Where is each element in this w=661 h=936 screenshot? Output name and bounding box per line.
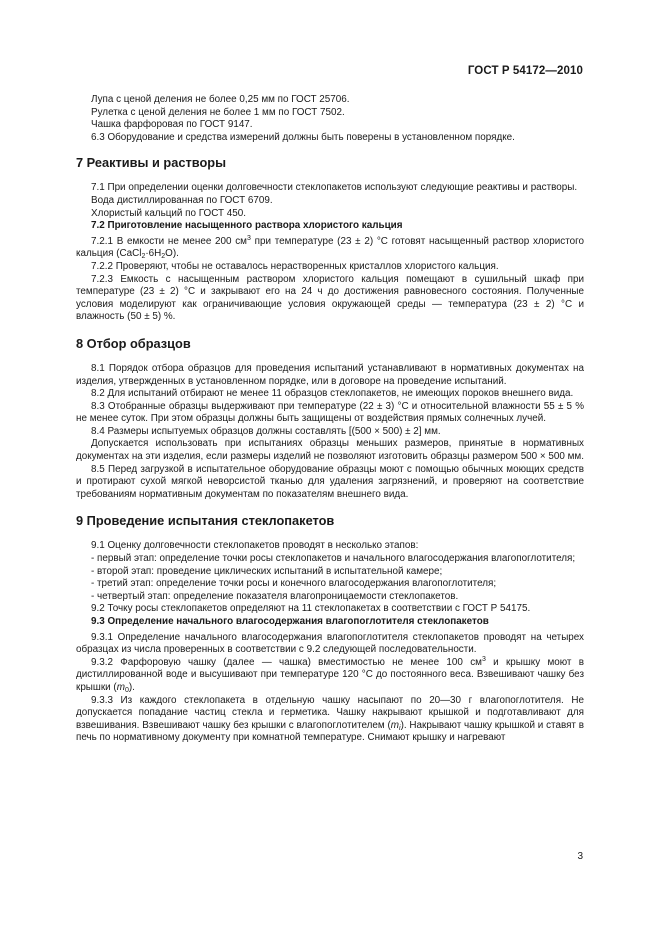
- clause-8-5: 8.5 Перед загрузкой в испытательное оборудование образцы моют с помощью обычных моющих средств и протирают сухой мягкой неворсистой тканью для удаления загрязнений, и проверяют на соответствие требованиям нормативным документам по показателям внешнего вида.: [76, 463, 584, 500]
- clause-7-2-3: 7.2.3 Емкость с насыщенным раствором хлористого кальция помещают в сушильный шкаф при температуре (23 ± 2) °С и закрывают его на 24 ч до достижения равновесного состояния. Полученные условия моделируют как ограничивающие условия окружающей среды — температура (23 ± 2) °С и влажность (50 ± 5) %.: [76, 273, 584, 323]
- stage-4: - четвертый этап: определение показателя влагопроницаемости стеклопакетов.: [91, 590, 459, 602]
- reagent-water: Вода дистиллированная по ГОСТ 6709.: [91, 194, 273, 206]
- stage-2: - второй этап: проведение циклических испытаний в испытательной камере;: [91, 565, 443, 577]
- clause-9-3-3: 9.3.3 Из каждого стеклопакета в отдельную чашку насыпают по 20—30 г влагопоглотителя. Не допускается попадание частиц стекла и герметика. Чашку накрывают крышкой и подготавливают для взвешивания. Взвешивают чашку без крышки с влагопоглотителем $(m_i)$. Накрывают чашку крышкой и ставят в печь по нормативному документу при комнатной температуре. Снимают крышку и нагревают: [76, 694, 584, 744]
- clause-8-4: 8.4 Размеры испытуемых образцов должны составлять [(500 × 500) ± 2] мм.: [91, 425, 441, 437]
- subsection-9-3-title: 9.3 Определение начального влагосодержания влагопоглотителя стеклопакетов: [91, 616, 489, 627]
- stage-3: - третий этап: определение точки росы и конечного влагосодержания влагопоглотителя;: [91, 578, 497, 590]
- clause-7-2-2: 7.2.2 Проверяют, чтобы не оставалось нерастворенных кристаллов хлористого кальция.: [91, 260, 499, 272]
- clause-8-1: 8.1 Порядок отбора образцов для проведения испытаний устанавливают в нормативных документах на изделия, утвержденных в установленном порядке, или в договоре на проведение испытаний.: [76, 362, 584, 387]
- clause-8-3: 8.3 Отобранные образцы выдерживают при температуре (22 ± 3) °С и относительной влажности 55 ± 5 % не менее суток. При этом образцы должны быть защищены от воздействия прямых солнечных лучей.: [76, 400, 584, 425]
- document-code: ГОСТ Р 54172—2010: [467, 65, 583, 77]
- page-number: 3: [577, 851, 583, 862]
- section-9-title: 9 Проведение испытания стеклопакетов: [76, 513, 335, 529]
- clause-9-1: 9.1 Оценку долговечности стеклопакетов проводят в несколько этапов:: [91, 540, 419, 552]
- clause-6-3: 6.3 Оборудование и средства измерений должны быть поверены в установленном порядке.: [91, 131, 515, 143]
- equipment-magnifier: Лупа с ценой деления не более 0,25 мм по ГОСТ 25706.: [91, 94, 350, 105]
- subsection-7-2-title: 7.2 Приготовление насыщенного раствора хлористого кальция: [91, 220, 403, 232]
- page-content: [76, 94, 584, 745]
- clause-9-3-2: 9.3.2 Фарфоровую чашку (далее — чашка) вместимостью не менее 100 $см^3$ и крышку моют в дистиллированной воде и высушивают при температуре 120 °С до постоянного веса. Взвешивают чашку без крышки $(m_0)$.: [76, 655, 584, 694]
- clause-9-3-1: 9.3.1 Определение начального влагосодержания влагопоглотителя стеклопакетов проводят на четырех образцах из числа проверенных в соответствии с 9.2 следующей последовательности.: [76, 631, 584, 656]
- equipment-tape: Рулетка с ценой деления не более 1 мм по ГОСТ 7502.: [91, 106, 345, 118]
- clause-7-2-1: 7.2.1 В емкости не менее 200 $см^3$ при температуре (23 ± 2) °С готовят насыщенный раствор хлористого кальция $(CaCl_2\cdot 6H_2O)$.: [76, 234, 584, 261]
- reagent-cacl: Хлористый кальций по ГОСТ 450.: [91, 207, 247, 219]
- section-7-title: 7 Реактивы и растворы: [76, 155, 227, 171]
- clause-8-2: 8.2 Для испытаний отбирают не менее 11 образцов стеклопакетов, не имеющих пороков внешнего вида.: [91, 388, 574, 400]
- clause-7-1: 7.1 При определении оценки долговечности стеклопакетов используют следующие реактивы и растворы.: [91, 182, 578, 194]
- equipment-dish: Чашка фарфоровая по ГОСТ 9147.: [91, 119, 253, 131]
- clause-8-4-allowance: Допускается использовать при испытаниях образцы меньших размеров, принятые в нормативных документах на эти изделия, если размеры изделий не позволяют изготовить образцы размером 500 × 500 мм.: [76, 438, 584, 463]
- clause-9-2: 9.2 Точку росы стеклопакетов определяют на 11 стеклопакетах в соответствии с ГОСТ Р 54175.: [91, 603, 531, 615]
- stage-1: - первый этап: определение точки росы стеклопакетов и начального влагосодержания влагопоглотителя;: [91, 553, 576, 565]
- section-8-title: 8 Отбор образцов: [76, 335, 191, 351]
